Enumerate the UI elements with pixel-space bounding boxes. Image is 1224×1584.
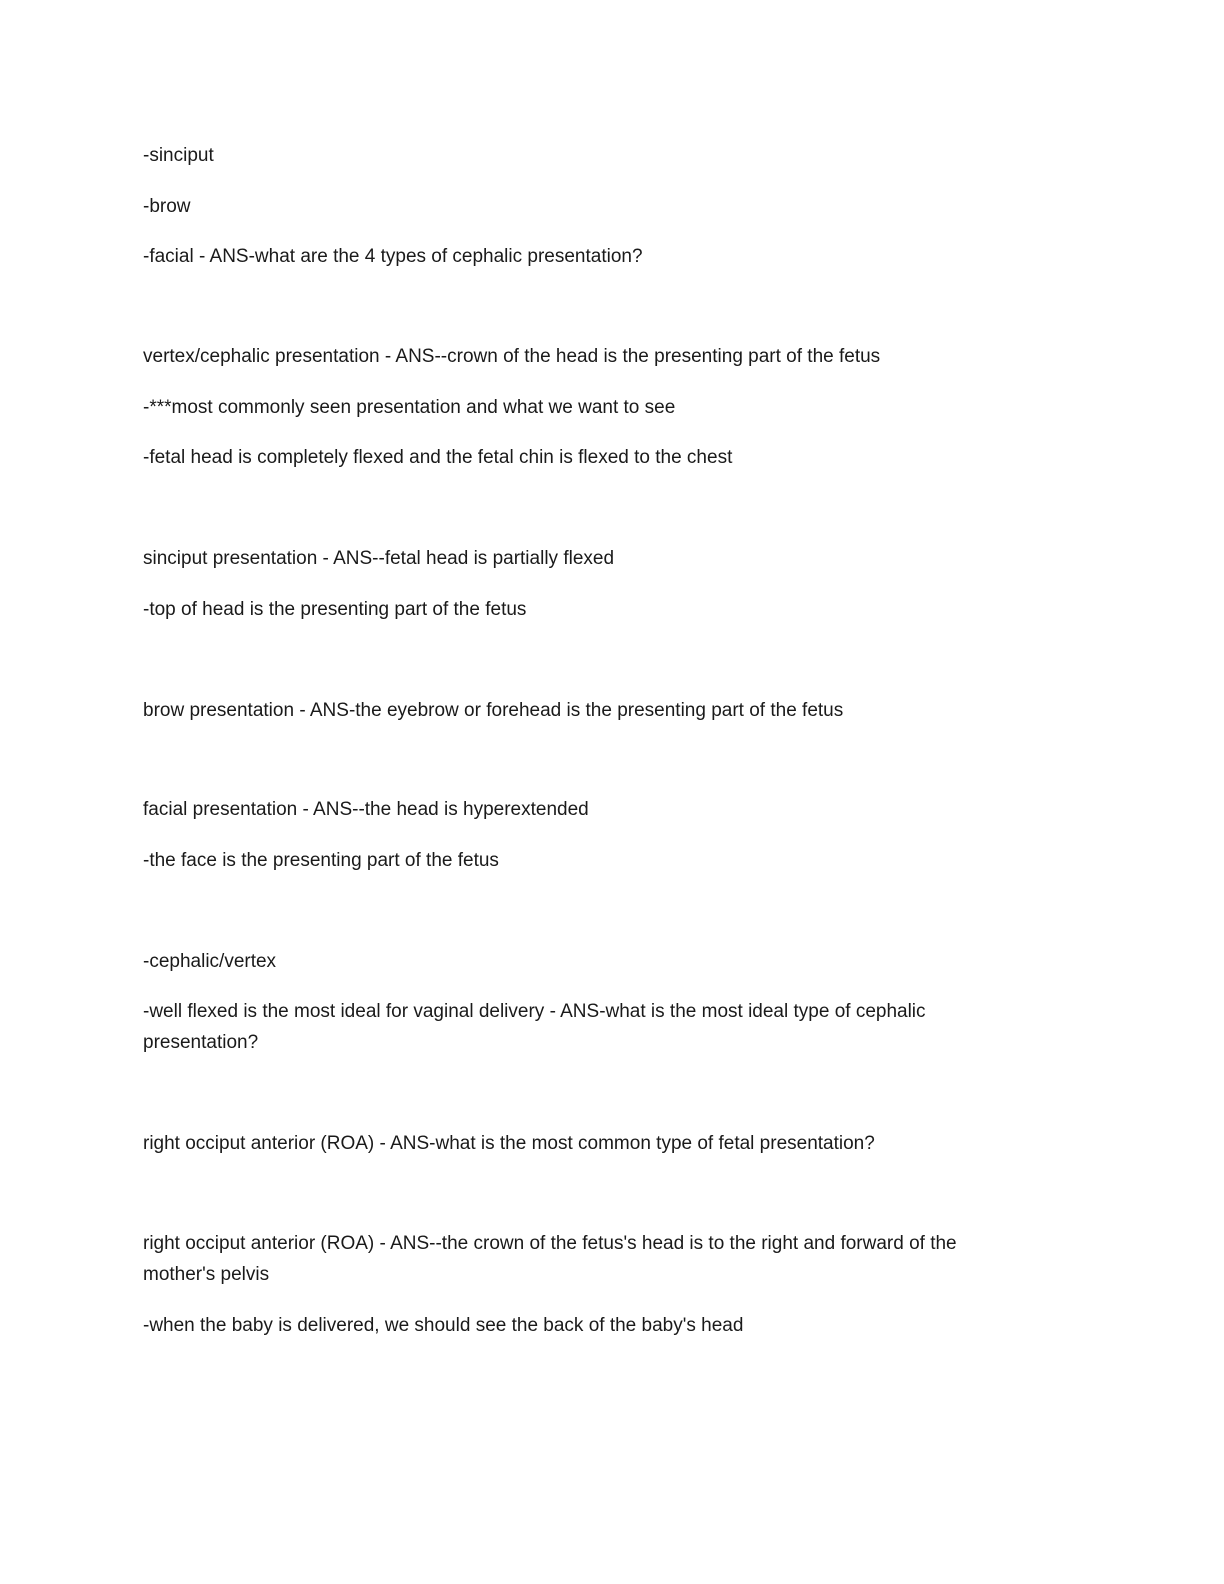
text-line: -brow [143, 196, 191, 217]
text-line: -well flexed is the most ideal for vaginal delivery - ANS-what is the most ideal type of cephalic presentation? [143, 1001, 926, 1053]
text-line: -the face is the presenting part of the fetus [143, 850, 499, 871]
text-line: facial presentation - ANS--the head is hyperextended [143, 799, 589, 820]
text-line: -facial - ANS-what are the 4 types of cephalic presentation? [143, 246, 643, 267]
text-line: -when the baby is delivered, we should see the back of the baby's head [143, 1315, 744, 1336]
text-line: right occiput anterior (ROA) - ANS--the crown of the fetus's head is to the right and forward of the mother's pelvis [143, 1233, 957, 1285]
text-line: -sinciput [143, 145, 214, 166]
text-line: -top of head is the presenting part of the fetus [143, 599, 527, 620]
text-line: -cephalic/vertex [143, 951, 277, 972]
text-line: sinciput presentation - ANS--fetal head is partially flexed [143, 548, 615, 569]
text-line: brow presentation - ANS-the eyebrow or forehead is the presenting part of the fetus [143, 700, 844, 721]
text-line: right occiput anterior (ROA) - ANS-what is the most common type of fetal presentation? [143, 1133, 875, 1154]
text-line: -fetal head is completely flexed and the fetal chin is flexed to the chest [143, 447, 733, 468]
text-line: vertex/cephalic presentation - ANS--crown of the head is the presenting part of the fetus [143, 346, 881, 367]
text-line: -***most commonly seen presentation and what we want to see [143, 397, 676, 418]
